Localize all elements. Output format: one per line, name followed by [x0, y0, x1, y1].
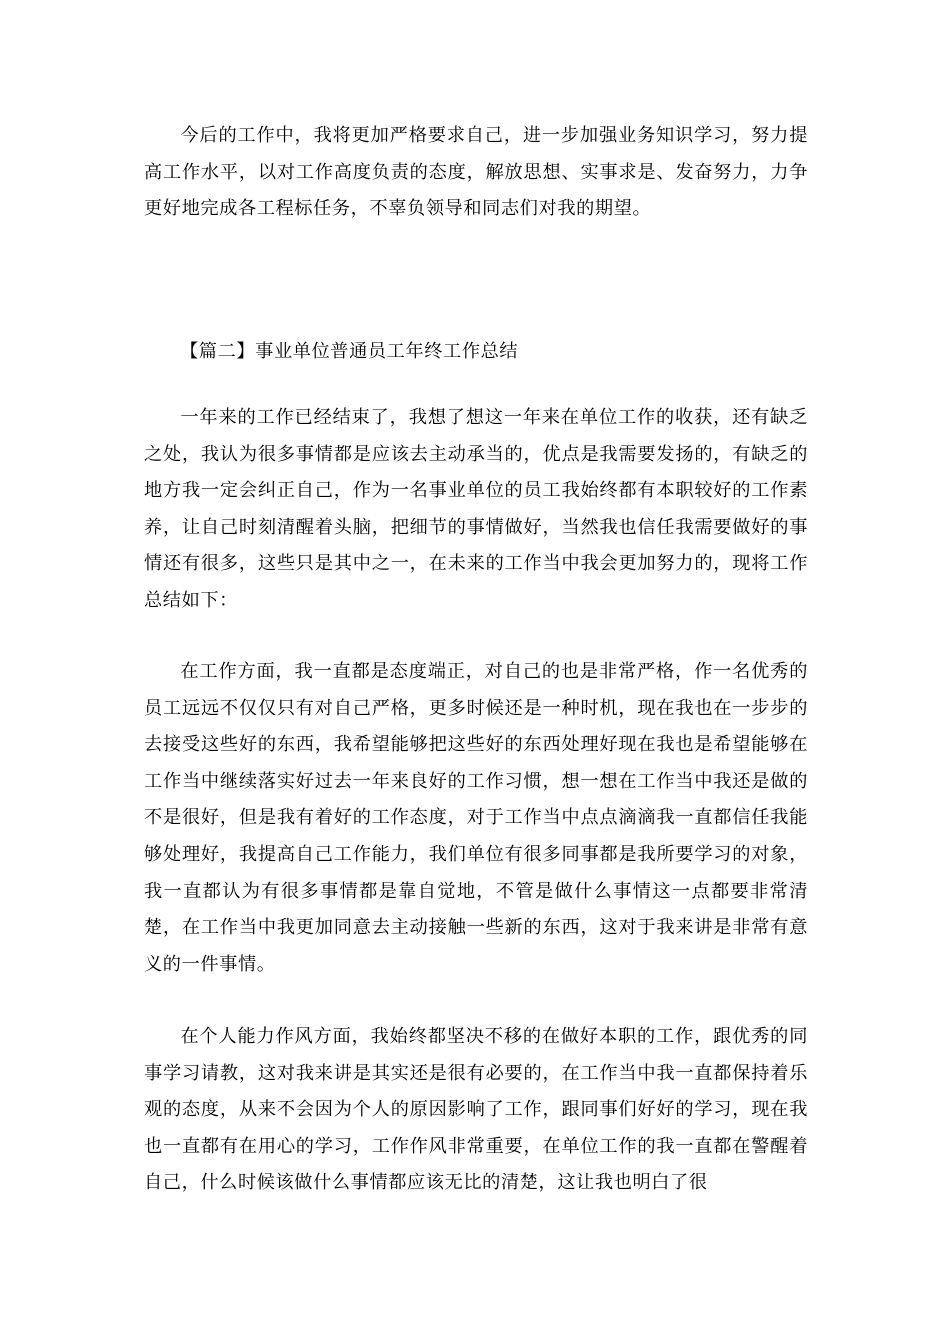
- body-paragraph: 在工作方面，我一直都是态度端正，对自己的也是非常严格，作一名优秀的员工远远不仅仅只有对自己严格，更多时候还是一种时机，现在我也在一步步的去接受这些好的东西，我希望能够把这些好的东西处理好现在我也是希望能够在工作当中继续落实好过去一年来良好的工作习惯，想一想在工作当中我还是做的不是很好，但是我有着好的工作态度，对于工作当中点点滴滴我一直都信任我能够处理好，我提高自己工作能力，我们单位有很多同事都是我所要学习的对象，我一直都认为有很多事情都是靠自觉地，不管是做什么事情这一点都要非常清楚，在工作当中我更加同意去主动接触一些新的东西，这对于我来讲是非常有意义的一件事情。: [144, 661, 808, 975]
- body-paragraph: 一年来的工作已经结束了，我想了想这一年来在单位工作的收获，还有缺乏之处，我认为很多事情都是应该去主动承当的，优点是我需要发扬的，有缺乏的地方我一定会纠正自己，作为一名事业单位的员工我始终都有本职较好的工作素养，让自己时刻清醒着头脑，把细节的事情做好，当然我也信任我需要做好的事情还有很多，这些只是其中之一，在未来的工作当中我会更加努力的，现将工作总结如下：: [144, 407, 808, 611]
- section-heading: 【篇二】事业单位普通员工年终工作总结: [180, 341, 519, 362]
- body-paragraph: 在个人能力作风方面，我始终都坚决不移的在做好本职的工作，跟优秀的同事学习请教，这对我来讲是其实还是很有必要的，在工作当中我一直都保持着乐观的态度，从来不会因为个人的原因影响了工作，跟同事们好好的学习，现在我也一直都有在用心的学习，工作作风非常重要，在单位工作的我一直都在警醒着自己，什么时候该做什么事情都应该无比的清楚，这让我也明白了很: [144, 1026, 808, 1194]
- body-paragraph: 今后的工作中，我将更加严格要求自己，进一步加强业务知识学习，努力提高工作水平，以对工作高度负责的态度，解放思想、实事求是、发奋努力，力争更好地完成各工程标任务，不辜负领导和同志们对我的期望。: [144, 125, 808, 220]
